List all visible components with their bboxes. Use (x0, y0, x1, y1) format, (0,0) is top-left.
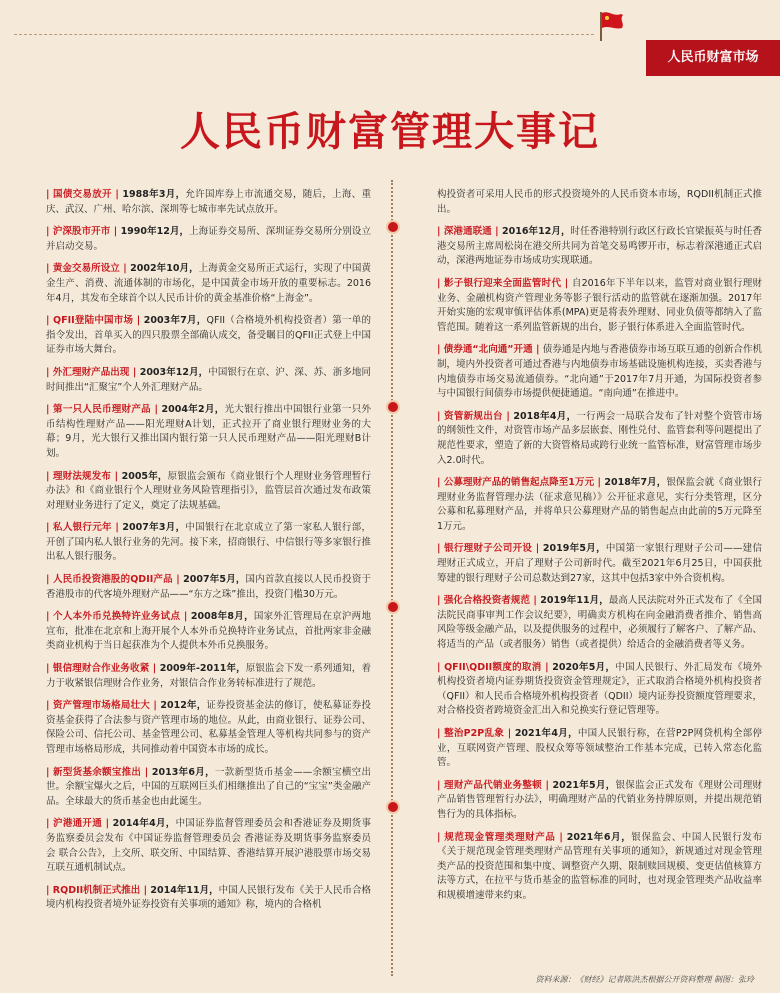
event-text: 一款新型货币基金——余额宝横空出世。余额宝爆火之后，中国的互联网巨头们相继推出了自己的“宝宝”类金融产品。全球最大的货币基金也由此诞生。 (46, 766, 371, 807)
event-date: 2002年10月， (130, 263, 199, 275)
event-label: | 第一只人民币理财产品 | (46, 404, 162, 416)
event-label: | 资管新规出台 | (437, 410, 514, 422)
event-entry (46, 610, 371, 654)
event-label: | 银信理财合作业务收紧 | (46, 663, 160, 675)
timeline-dot (386, 220, 400, 234)
event-label: | 理财法规发布 | (46, 470, 122, 482)
event-date: 2004年2月， (161, 404, 225, 416)
timeline-dot (386, 400, 400, 414)
event-date: 2005年， (121, 470, 168, 482)
event-label: | 人民币投资港股的QDII产品 | (46, 574, 184, 586)
right-column (437, 188, 762, 904)
event-label: | 强化合格投资者规范 | (437, 595, 541, 607)
event-label: | 黄金交易所设立 | (46, 263, 131, 275)
event-text: 中国人民银行发布《关于人民币合格境内机构投资者境外证券投资有关事项的通知》称，境内的合格机 (46, 884, 371, 911)
event-entry (46, 366, 371, 395)
event-date: 2019年5月， (542, 543, 606, 555)
event-text: 上海证券交易所、深圳证券交易所分别设立并启动交易。 (46, 226, 371, 252)
event-text: 中国证券监督管理委员会和香港证券及期货事务监察委员会发布《中国证券监督管理委员会 香港证券及期货事务监察委员会 联合公告》，上交所、联交所、中国结算、香港结算开展沪港股票市场交易互联互通机制试点。 (46, 818, 371, 874)
event-label: | 深港通联通 | (437, 226, 502, 238)
event-date: 2019年11月， (540, 595, 609, 607)
event-date: 2012年， (160, 700, 207, 712)
event-text: 中国人民银行、外汇局发布《境外机构投资者境内证券期货投资资金管理规定》，正式取消合格境外机构投资者（QFII）和人民币合格境外机构投资者（QDII）境内证券投资额度管理要求，对合格投资者跨境资金汇出入和兑换实行登记管理等。 (437, 661, 762, 717)
event-text: 时任香港特别行政区行政长官梁振英与时任香港交易所主席周松岗在港交所共同为首笔交易鸣锣开市，标志着深港通正式启动，深港两地证券市场成功实现联通。 (437, 226, 762, 267)
event-label: | 新型货基余额宝推出 | (46, 766, 152, 778)
event-text: 中国第一家银行理财子公司——建信理财正式成立，开启了理财子公司新时代。截至2021年6月25日，中国获批筹建的银行理财子公司总数达到27家，这其中包括3家中外合资机构。 (437, 543, 762, 584)
event-date: 2007年3月， (122, 522, 186, 534)
section-tag: 人民币财富市场 (646, 40, 780, 76)
left-column (46, 188, 371, 913)
event-entry (46, 225, 371, 254)
event-entry (46, 262, 371, 306)
event-date: 2016年12月， (501, 226, 571, 238)
event-label: | 整治P2P乱象 | (437, 728, 515, 739)
event-text: 债券通是内地与香港债券市场互联互通的创新合作机制，境内外投资者可通过香港与内地债券市场基础设施机构连接，买卖香港与内地债券市场交易流通债券。“北向通”于2017年7月开通，为国际投资者参与中国银行间债券市场提供便捷通道。“南向通”在推进中。 (437, 344, 762, 400)
event-entry (46, 188, 371, 217)
event-date: 2007年5月， (183, 574, 246, 586)
event-text: 最高人民法院对外正式发布了《全国法院民商事审判工作会议纪要》，明确卖方机构在向金融消费者推介、销售高风险等级金融产品，以及提供服务的过程中，必须履行了解客户、了解产品、将适当的产品（或者服务）销售（或者提供）给适合的金融消费者等义务。 (437, 595, 762, 651)
event-text: 构投资者可采用人民币的形式投资境外的人民币资本市场，RQDII机制正式推出。 (437, 189, 762, 215)
event-date: 1988年3月， (122, 189, 186, 200)
event-label: | 影子银行迎来全面监管时代 | (437, 277, 572, 289)
event-text: 银保监会、中国人民银行发布《关于规范现金管理类理财产品管理有关事项的通知》，新规通过对现金管理类产品的投资范围和集中度、调整资产久期、限制赎回规模、变更估值核算方法等方式，在拉平与货币基金的监管标准的同时，也对现金管理类产品收益率和规模增速带来约束。 (437, 831, 762, 901)
event-text: 银保监会正式发布《理财公司理财产品销售管理暂行办法》，明确理财产品的代销业务持牌原则，并提出规范销售行为的具体指标。 (437, 779, 762, 820)
event-date: 2018年7月， (604, 477, 667, 489)
event-text: 一行两会一局联合发布了针对整个资管市场的纲领性文件，对资管市场产品多层嵌套、刚性兑付、监管套利等问题提出了规范性要求，塑造了新的大资管格局或跨行业统一监管标准，财富管理市场步入2.0时代。 (437, 410, 762, 466)
event-text: 证券投资基金法的修订，使私募证券投资基金获得了合法参与资产管理市场的地位。从此，由商业银行、证券公司、保险公司、信托公司、基金管理公司、私募基金管理人等机构共同参与的资产管理市场格局形成，共同推动着中国资本市场的成长。 (46, 700, 371, 755)
event-date: 2003年12月， (139, 366, 209, 378)
red-flag-icon (595, 8, 629, 42)
event-text: 银保监会就《商业银行理财业务监督管理办法（征求意见稿）》公开征求意见，实行分类管理，区分公募和私募理财产品，并将单只公募理财产品的销售起点由此前的5万元降至1万元。 (437, 477, 762, 532)
event-date: 2009年-2011年， (159, 663, 246, 675)
event-entry (437, 410, 762, 468)
event-entry (437, 188, 762, 217)
event-text: 光大银行推出中国银行业第一只外币结构性理财产品——阳光理财A计划，正式拉开了商业银行理财业务的大幕；9月，光大银行又推出国内银行第一只人民币理财产品——阳光理财B计划。 (46, 404, 371, 459)
event-date: 2018年4月， (513, 410, 577, 422)
event-entry (437, 594, 762, 652)
event-text: 国内首款直接以人民币投资于香港股市的代客境外理财产品——“东方之珠”推出，投资门槛30万元。 (46, 574, 371, 600)
event-entry (46, 521, 371, 565)
event-text: 上海黄金交易所正式运行，实现了中国黄金生产、消费、流通体制的市场化，是中国黄金市场开放的重要标志。2016年4月，其发布全球首个以人民币计价的黄金基准价格“上海金”。 (46, 263, 371, 304)
event-text: 原银监会下发一系列通知，着力于收紧银信理财合作业务，对银信合作业务转标准进行了规范。 (46, 663, 371, 689)
event-text: 国家外汇管理局在京沪两地宣布，批准在北京和上海开展个人本外币兑换特许业务试点，首批两家非金融类商业机构于当日起获准为个人提供本外币兑换服务。 (46, 611, 371, 652)
event-text: 自2016年下半年以来，监管对商业银行理财业务、金融机构资产管理业务等影子银行活动的监管就在逐渐加强。2017年开始实施的宏观审慎评估体系(MPA)更是将表外理财、同业负债等都纳入了监管范围。随着这一系列监管新规的出台，影子银行体系进入全面监管时代。 (437, 277, 762, 333)
event-label: | 资产管理市场格局壮大 | (46, 700, 161, 712)
event-label: | 沪港通开通 | (46, 818, 113, 830)
event-entry (46, 662, 371, 691)
event-date: 2020年5月， (552, 661, 616, 673)
event-label: | 规范现金管理类理财产品 | (437, 831, 567, 843)
event-entry (437, 779, 762, 823)
event-entry (437, 661, 762, 719)
event-date: 2021年5月， (552, 779, 616, 791)
event-label: | 公募理财产品的销售起点降至1万元 | (437, 477, 605, 489)
event-label: | 外汇理财产品出现 | (46, 366, 140, 378)
event-entry (46, 470, 371, 514)
event-entry (437, 277, 762, 335)
event-text: 允许国库券上市流通交易，随后，上海、重庆、武汉、广州、哈尔滨、深圳等七城市率先试点放开。 (46, 189, 371, 215)
event-label: | 理财产品代销业务整顿 | (437, 779, 553, 791)
timeline-line (391, 180, 393, 976)
event-label: | 国债交易放开 | (46, 189, 123, 200)
event-date: 2013年6月， (151, 766, 215, 778)
event-date: 2021年6月， (566, 831, 632, 843)
event-date: 2014年11月， (150, 884, 219, 896)
event-label: | QFII登陆中国市场 | (46, 315, 144, 327)
event-text: 中国人民银行称，在营P2P网贷机构全部停业，互联网资产管理、股权众筹等领域整治工作基本完成，已转入常态化监管。 (437, 728, 762, 769)
event-date: 2003年7月， (143, 315, 207, 327)
event-entry (437, 542, 762, 586)
event-text: 中国银行在北京成立了第一家私人银行部，开创了国内私人银行业务的先河。接下来，招商银行、中信银行等多家银行推出私人银行服务。 (46, 522, 371, 563)
timeline-dot (386, 600, 400, 614)
event-entry (46, 699, 371, 757)
header-dash-line (14, 34, 594, 35)
event-entry (46, 766, 371, 810)
event-label: | RQDII机制正式推出 | (46, 884, 151, 896)
event-date: 2008年8月， (190, 611, 254, 623)
event-date: 2021年4月， (514, 728, 578, 739)
event-label: | 债券通“北向通”开通 | (437, 344, 543, 356)
event-entry (46, 314, 371, 358)
event-label: | 私人银行元年 | (46, 522, 123, 534)
event-text: 原银监会颁布《商业银行个人理财业务管理暂行办法》和《商业银行个人理财业务风险管理指引》，监管层首次通过发布政策对理财业务进行了定义，奠定了法规基础。 (46, 470, 371, 511)
event-label: | 沪深股市开市 | (46, 226, 121, 238)
event-entry (46, 884, 371, 913)
event-entry (46, 817, 371, 875)
event-entry (437, 831, 762, 904)
event-entry (437, 225, 762, 269)
event-label: | 银行理财子公司开设 | (437, 543, 543, 555)
event-entry (46, 403, 371, 461)
event-entry (437, 476, 762, 534)
event-label: | QFII\QDII额度的取消 | (437, 661, 553, 673)
event-date: 1990年12月， (120, 226, 190, 238)
timeline-dot (386, 800, 400, 814)
event-label: | 个人本外币兑换特许业务试点 | (46, 611, 191, 623)
page-title: 人民币财富管理大事记 (180, 109, 600, 155)
event-entry (437, 343, 762, 401)
source-credit: 资料来源：《财经》记者陈洪杰根据公开资料整理 制图：张玲 (535, 975, 754, 984)
event-text: QFII（合格境外机构投资者）第一单的指令发出，首单买入的四只股票全部确认成交，备受瞩目的QFII正式登上中国证券市场大舞台。 (46, 315, 371, 356)
event-entry (437, 727, 762, 771)
event-date: 2014年4月， (112, 818, 176, 830)
event-text: 中国银行在京、沪、深、苏、浙多地同时间推出“汇聚宝”个人外汇理财产品。 (46, 366, 371, 393)
event-entry (46, 573, 371, 602)
